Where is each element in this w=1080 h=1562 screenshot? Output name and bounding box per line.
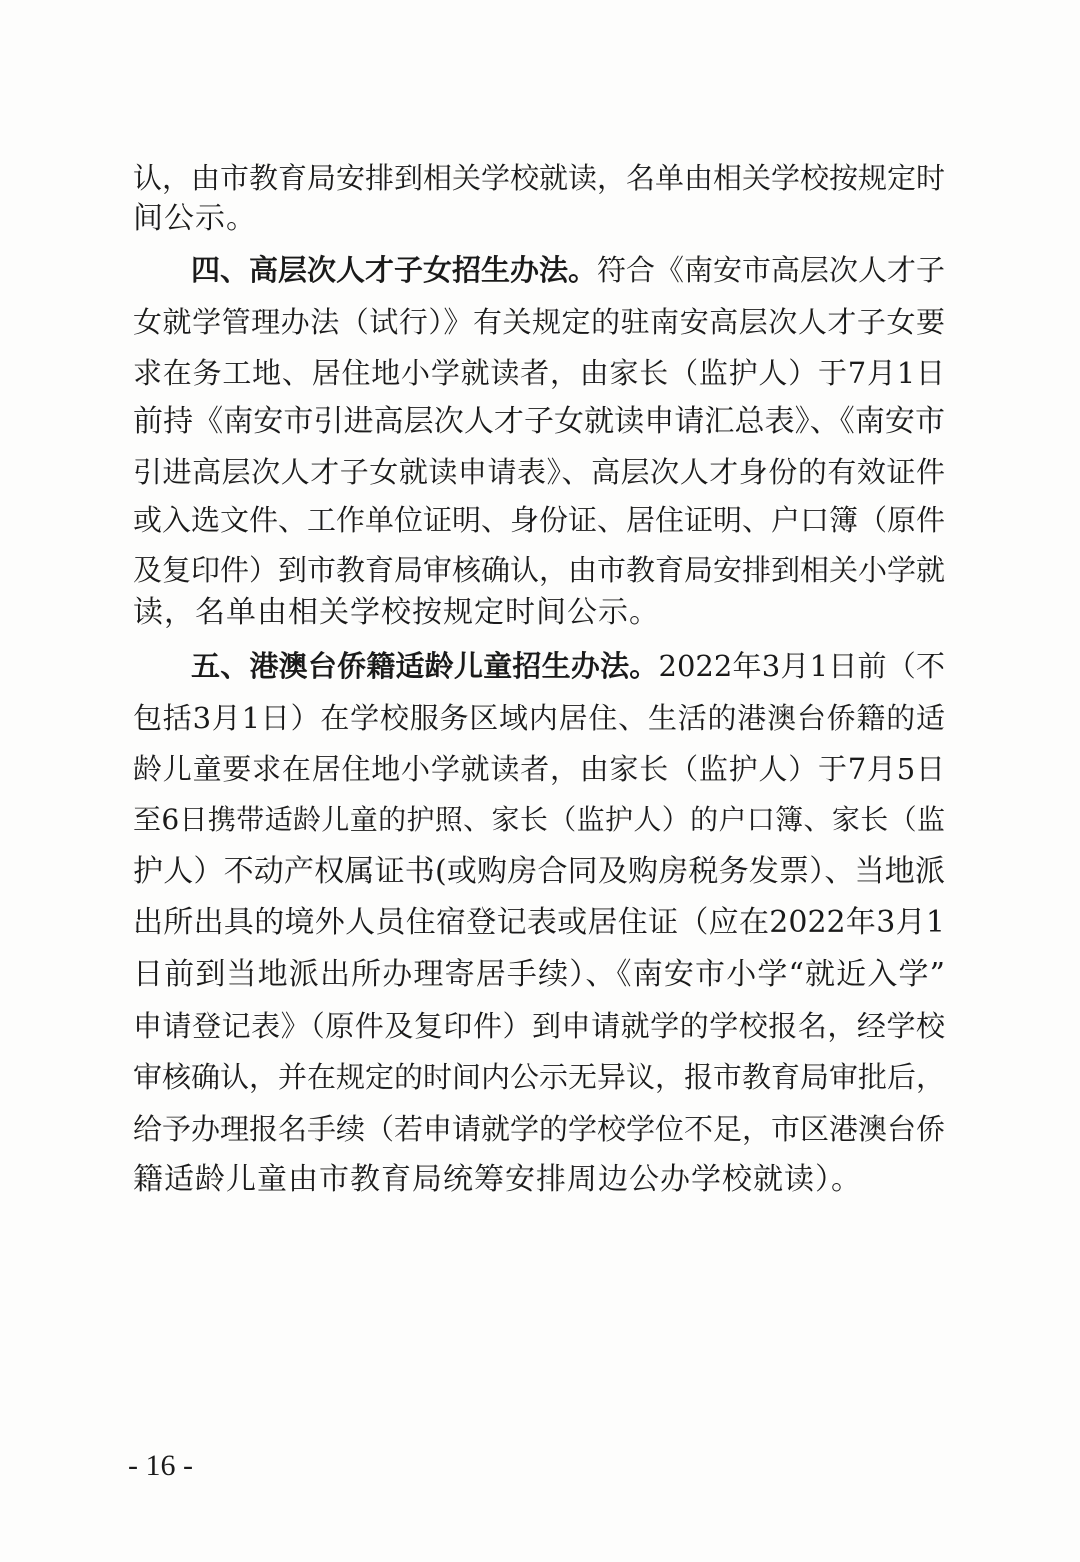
body-text-fragment: 2022年3月1日前（不	[658, 649, 945, 683]
body-text-line: 至6日携带适龄儿童的护照、家长（监护人）的户口簿、家长（监	[133, 803, 945, 836]
body-text-line: 认，由市教育局安排到相关学校就读，名单由相关学校按规定时	[133, 161, 946, 195]
section-heading-four: 四、高层次人才子女招生办法。	[191, 253, 598, 287]
body-text-line: 包括3月1日）在学校服务区域内居住、生活的港澳台侨籍的适	[133, 701, 945, 735]
body-text-line: 求在务工地、居住地小学就读者，由家长（监护人）于7月1日	[133, 356, 945, 390]
body-text-line: 籍适龄儿童由市教育局统筹安排周边公办学校就读）。	[133, 1162, 862, 1197]
body-text-line: 引进高层次人才子女就读申请表》、高层次人才身份的有效证件	[133, 455, 945, 489]
body-text-line: 出所出具的境外人员住宿登记表或居住证（应在2022年3月1	[133, 905, 945, 940]
page-number: - 16 -	[128, 1449, 193, 1482]
body-text-line: 给予办理报名手续（若申请就学的学校学位不足，市区港澳台侨	[133, 1112, 946, 1146]
body-text-line: 女就学管理办法（试行）》有关规定的驻南安高层次人才子女要	[133, 305, 945, 339]
body-text-line: 间公示。	[133, 201, 257, 236]
section-four-first-line	[191, 250, 945, 290]
body-text-line: 或入选文件、工作单位证明、身份证、居住证明、户口簿（原件	[133, 503, 946, 537]
section-five-first-line	[191, 646, 945, 686]
body-text-line: 及复印件）到市教育局审核确认，由市教育局安排到相关小学就	[133, 553, 946, 587]
body-text-line: 护人）不动产权属证书(或购房合同及购房税务发票）、当地派	[133, 854, 945, 889]
body-text-line: 龄儿童要求在居住地小学就读者，由家长（监护人）于7月5日	[133, 752, 945, 786]
body-text-line: 读，名单由相关学校按规定时间公示。	[133, 595, 660, 630]
body-text-line: 日前到当地派出所办理寄居手续）、《南安市小学“就近入学”	[133, 957, 945, 992]
body-text-line: 申请登记表》（原件及复印件）到申请就学的学校报名，经学校	[133, 1009, 945, 1043]
body-text-line: 前持《南安市引进高层次人才子女就读申请汇总表》、《南安市	[133, 404, 945, 439]
body-text-line: 审核确认，并在规定的时间内公示无异议，报市教育局审批后，	[133, 1060, 946, 1094]
section-heading-five: 五、港澳台侨籍适龄儿童招生办法。	[191, 649, 659, 683]
body-text-fragment: 符合《南安市高层次人才子	[597, 253, 946, 287]
